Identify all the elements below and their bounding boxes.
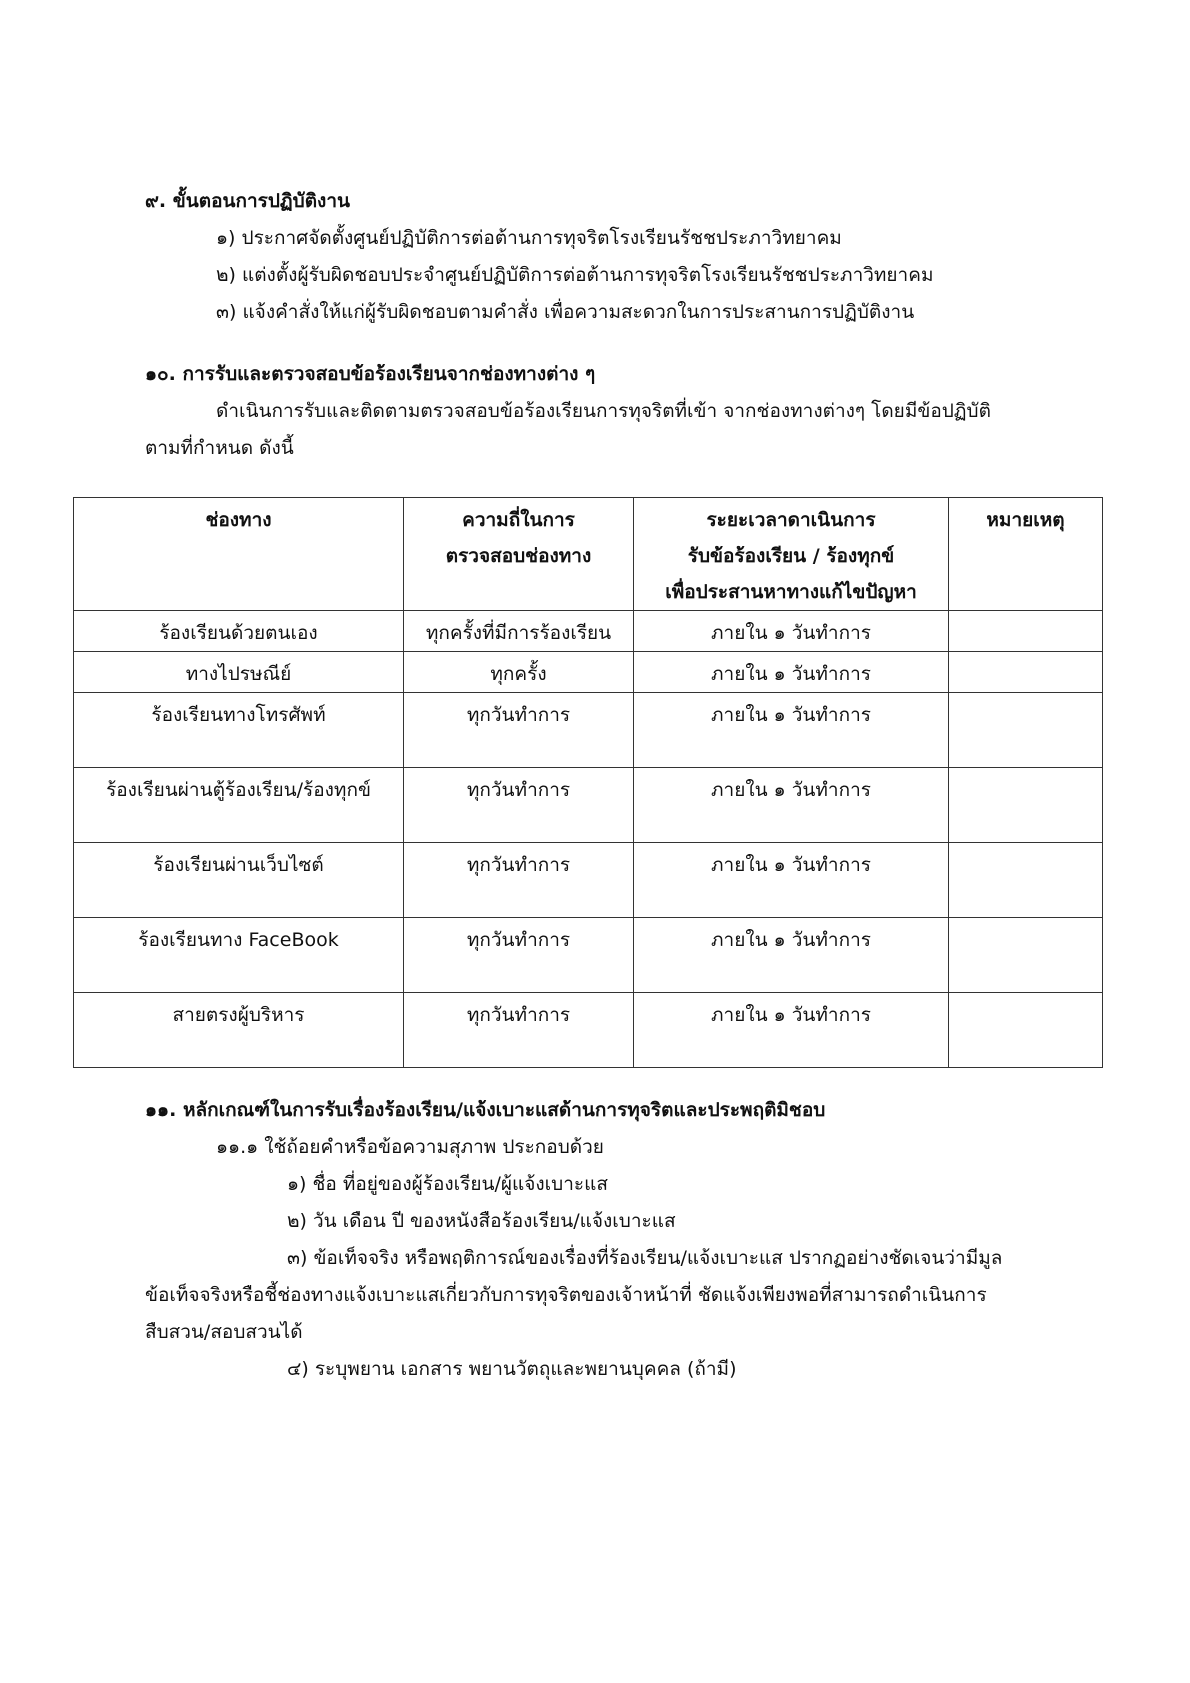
cell-channel: ร้องเรียนทางโทรศัพท์ [74, 693, 404, 768]
section-9-item-3: ๓) แจ้งคำสั่งให้แก่ผู้รับผิดชอบตามคำสั่ง เพื่อความสะดวกในการประสานการปฏิบัติงาน [216, 301, 915, 323]
cell-frequency: ทุกวันทำการ [404, 693, 634, 768]
section-11-item-3-line-2: ข้อเท็จจริงหรือชี้ช่องทางแจ้งเบาะแสเกี่ยวกับการทุจริตของเจ้าหน้าที่ ชัดแจ้งเพียงพอที่สามารถดำเนินการ [145, 1284, 987, 1306]
header-channel: ช่องทาง [74, 498, 404, 611]
section-11-item-1: ๑) ชื่อ ที่อยู่ของผู้ร้องเรียน/ผู้แจ้งเบาะแส [287, 1173, 608, 1195]
cell-remark [949, 611, 1103, 652]
section-11-item-2: ๒) วัน เดือน ปี ของหนังสือร้องเรียน/แจ้งเบาะแส [287, 1210, 676, 1232]
cell-duration: ภายใน ๑ วันทำการ [634, 611, 949, 652]
table-row [74, 993, 1103, 1068]
section-11-item-4: ๔) ระบุพยาน เอกสาร พยานวัตถุและพยานบุคคล (ถ้ามี) [287, 1358, 737, 1380]
cell-remark [949, 693, 1103, 768]
section-11-sub-1: ๑๑.๑ ใช้ถ้อยคำหรือข้อความสุภาพ ประกอบด้วย [216, 1136, 604, 1158]
section-10-paragraph-line-2: ตามที่กำหนด ดังนี้ [145, 437, 294, 459]
complaint-channels-table [73, 497, 1102, 1068]
cell-duration: ภายใน ๑ วันทำการ [634, 652, 949, 693]
header-duration: ระยะเวลาดาเนินการ รับข้อร้องเรียน / ร้องทุกข์ เพื่อประสานหาทางแก้ไขปัญหา [634, 498, 949, 611]
cell-remark [949, 652, 1103, 693]
section-9-item-2: ๒) แต่งตั้งผู้รับผิดชอบประจำศูนย์ปฏิบัติการต่อต้านการทุจริตโรงเรียนรัชชประภาวิทยาคม [216, 264, 934, 286]
table-header-row [74, 498, 1103, 611]
cell-channel: ร้องเรียนผ่านเว็บไซต์ [74, 843, 404, 918]
cell-frequency: ทุกครั้ง [404, 652, 634, 693]
cell-frequency: ทุกวันทำการ [404, 918, 634, 993]
section-10-paragraph-line-1: ดำเนินการรับและติดตามตรวจสอบข้อร้องเรียนการทุจริตที่เข้า จากช่องทางต่างๆ โดยมีข้อปฏิบัติ [216, 400, 991, 422]
cell-channel: ทางไปรษณีย์ [74, 652, 404, 693]
cell-frequency: ทุกครั้งที่มีการร้องเรียน [404, 611, 634, 652]
cell-duration: ภายใน ๑ วันทำการ [634, 918, 949, 993]
section-11-item-3-line-3: สืบสวน/สอบสวนได้ [145, 1321, 303, 1343]
section-11-item-3-line-1: ๓) ข้อเท็จจริง หรือพฤติการณ์ของเรื่องที่ร้องเรียน/แจ้งเบาะแส ปรากฏอย่างชัดเจนว่ามีมูล [287, 1247, 1003, 1269]
cell-channel: ร้องเรียนผ่านตู้ร้องเรียน/ร้องทุกข์ [74, 768, 404, 843]
cell-channel: สายตรงผู้บริหาร [74, 993, 404, 1068]
cell-remark [949, 993, 1103, 1068]
header-frequency: ความถี่ในการ ตรวจสอบช่องทาง [404, 498, 634, 611]
section-11-heading: ๑๑. หลักเกณฑ์ในการรับเรื่องร้องเรียน/แจ้งเบาะแสด้านการทุจริตและประพฤติมิชอบ [145, 1099, 826, 1121]
cell-frequency: ทุกวันทำการ [404, 843, 634, 918]
cell-channel: ร้องเรียนทาง FaceBook [74, 918, 404, 993]
table-row [74, 652, 1103, 693]
cell-channel: ร้องเรียนด้วยตนเอง [74, 611, 404, 652]
table-row [74, 768, 1103, 843]
cell-remark [949, 768, 1103, 843]
cell-duration: ภายใน ๑ วันทำการ [634, 693, 949, 768]
cell-frequency: ทุกวันทำการ [404, 768, 634, 843]
cell-duration: ภายใน ๑ วันทำการ [634, 993, 949, 1068]
header-remark: หมายเหตุ [949, 498, 1103, 611]
section-10-heading: ๑๐. การรับและตรวจสอบข้อร้องเรียนจากช่องทางต่าง ๆ [145, 363, 596, 385]
cell-duration: ภายใน ๑ วันทำการ [634, 843, 949, 918]
section-9-heading: ๙. ขั้นตอนการปฏิบัติงาน [145, 190, 350, 212]
section-9-item-1: ๑) ประกาศจัดตั้งศูนย์ปฏิบัติการต่อต้านการทุจริตโรงเรียนรัชชประภาวิทยาคม [216, 227, 842, 249]
cell-remark [949, 918, 1103, 993]
table-row [74, 693, 1103, 768]
table-row [74, 843, 1103, 918]
table-row [74, 918, 1103, 993]
table-row [74, 611, 1103, 652]
cell-duration: ภายใน ๑ วันทำการ [634, 768, 949, 843]
cell-frequency: ทุกวันทำการ [404, 993, 634, 1068]
cell-remark [949, 843, 1103, 918]
